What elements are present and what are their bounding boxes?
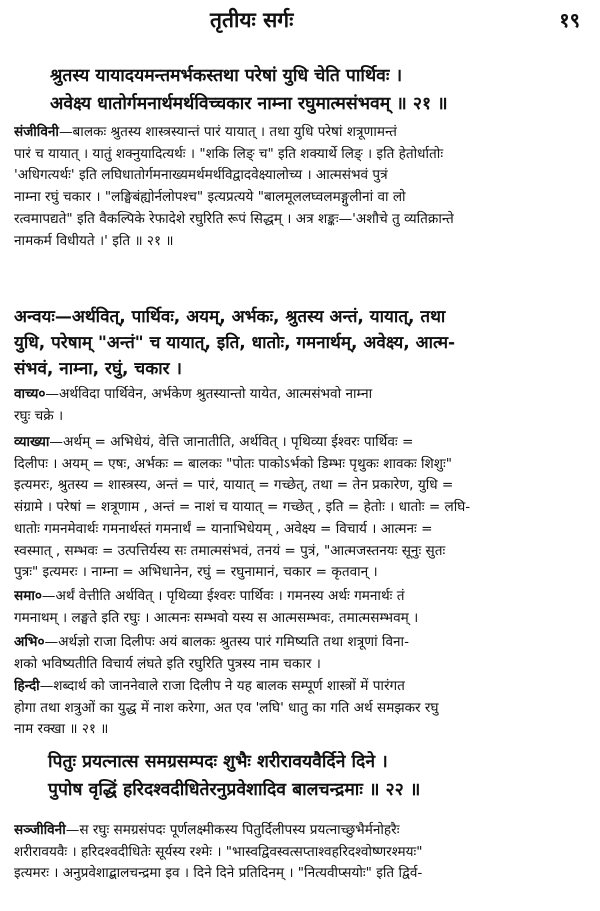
- samasa-line: गमनाथम् । लङ्घते इति रघुः । आत्मनः सम्भवो यस्य स आत्मसम्भवः, तमात्मसम्भवम् ।: [14, 609, 419, 626]
- anvaya-text: —अर्थवित्, पार्थिवः, अयम्, अर्भकः, श्रुतस्य अन्तं, यायात्, तथा: [54, 307, 446, 327]
- vyakhya-line: दिलीपः । अयम् = एषः, अर्भकः = बालकः "पोतः पाकोऽर्भको डिम्भः पृथुकः शावकः शिशुः": [14, 455, 453, 472]
- verse-line: अवेक्ष्य धातोर्गमनार्थमर्थविच्चकार नाम्ना रघुमात्मसंभवम् ॥ २१ ॥: [50, 94, 448, 114]
- vyakhya-line: धातोः गमनमेवार्थः गमनार्थस्तं गमनार्थं = यानाभिधेयम् , अवेक्ष्य = विचार्य । आत्मनः =: [14, 520, 433, 537]
- vyakhya-line: इत्यमरः, श्रुतस्य = शास्त्रस्य, अन्तं = पारं, यायात् = गच्छेत्, तथा = तेन प्रकारेण, युधि =: [14, 477, 454, 494]
- anvaya-line: युधि, परेषाम् "अन्तं" च यायात्, इति, धातोः, गमनार्थम्, अवेक्ष्य, आत्म-: [14, 333, 456, 353]
- vyakhya-line: पुत्रः" इत्यमरः । नाम्ना = अभिधानेन, रघुं = रघुनामानं, चकार = कृतवान् ।: [14, 564, 378, 581]
- hindi-line: नाम रक्खा ॥ २१ ॥: [14, 721, 109, 738]
- hindi-line: होगा तथा शत्रुओं का युद्ध में नाश करेगा, अत एव 'लघि' धातु का गति अर्थ समझकर रघु: [14, 699, 439, 716]
- commentary-line: नामकर्म विधीयते ।' इति ॥ २१ ॥: [14, 232, 174, 249]
- sanjivini-commentary-22: [14, 820, 592, 885]
- anvaya-21: [14, 304, 594, 382]
- hindi-text: —शब्दार्थ को जाननेवाले राजा दिलीप ने यह बालक सम्पूर्ण शास्त्रों में पारंगत: [39, 678, 405, 694]
- section-label: वाच्य०: [14, 386, 46, 402]
- vachya-21: [14, 384, 592, 427]
- abhi-text: —अर्थज्ञो राजा दिलीपः अयं बालकः श्रुतस्य पारं गमिष्यति तथा शत्रूणां विना-: [44, 634, 409, 650]
- commentary-line: पारं च यायात् । यातुं शक्नुयादित्यर्थः । "शकि लिङ् च" इति शक्यार्थे लिङ् । इति हेतोर्धातोः: [14, 145, 444, 162]
- vyakhya-line: संग्रामे । परेषां = शत्रूणाम , अन्तं = नाशं च यायात् = गच्छेत् , इति = हेतोः । धातोः = लघि-: [14, 499, 471, 516]
- vachya-text: —अर्थविदा पार्थिवेन, अर्भकेण श्रुतस्यान्तो यायेत, आत्मसंभवो नाम्ना: [45, 386, 373, 402]
- section-label: हिन्दी: [14, 678, 40, 694]
- commentary-line: शरीरावयवैः । हरिदश्वदीधितेः सूर्यस्य रश्मेः । "भास्वद्विवस्वत्सप्ताश्वहरिदश्वोष्णरश्मयः": [14, 843, 423, 860]
- commentary-line: रत्वमापद्यते" इति वैकल्पिके रेफादेशे रघुरिति रूपं सिद्धम् । अत्र शङ्कः—'अशौचे तु व्यतिक्रान्ते: [14, 210, 454, 227]
- page-header: [0, 6, 600, 36]
- section-label: अभि०: [14, 634, 45, 650]
- commentary-line: नाम्ना रघुं चकार । "लङ्घिबंह्योर्नलोपश्च" इत्यप्रत्यये "बालमूललघ्वलमङ्गुलीनां वा लो: [14, 189, 406, 206]
- anvaya-line: संभवं, नाम्ना, रघुं, चकार ।: [14, 359, 182, 379]
- verse-22: [0, 748, 600, 804]
- samasa-text: —अर्थं वेत्तीति अर्थवित् । पृथिव्या ईश्वरः पार्थिवः । गमनस्य अर्थः गमनार्थः तं: [41, 588, 405, 604]
- section-label: संजीविनी: [14, 124, 59, 140]
- section-label: समा०: [14, 588, 42, 604]
- commentary-line: इत्यमरः । अनुप्रवेशाद्बालचन्द्रमा इव । दिने दिने प्रतिदिनम् । "नित्यवीप्सयोः" इति द्विर्व-: [14, 865, 423, 882]
- verse-line: पितुः प्रयत्नात्स समग्रसम्पदः शुभैः शरीरावयवैर्दिने दिने ।: [48, 752, 388, 772]
- section-label: अन्वयः: [14, 307, 55, 327]
- samasa-21: [14, 586, 592, 629]
- sanjivini-commentary-21: [14, 122, 592, 252]
- hindi-21: [14, 676, 592, 741]
- commentary-line: 'अधिगत्यर्थः' इति लघिधातोर्गमनाख्यमर्थमर्थविद्वादवेक्ष्यालोच्य । आत्मसंभवं पुत्रं: [14, 167, 388, 184]
- verse-line: पुपोष वृद्धिं हरिदश्वदीधितेरनुप्रवेशादिव बालचन्द्रमाः ॥ २२ ॥: [48, 780, 421, 800]
- verse-21: [0, 62, 600, 118]
- vachya-line: रघुः चक्रे ।: [14, 407, 64, 424]
- commentary-text: —बालकः श्रुतस्य शास्त्रस्यान्तं पारं यायात् । तथा युधि परेषां शत्रूणामन्तं: [58, 124, 397, 140]
- section-label: व्याख्या: [14, 434, 50, 450]
- section-label: सञ्जीविनी: [14, 822, 66, 838]
- verse-line: श्रुतस्य यायादयमन्तमर्भकस्तथा परेषां युधि चेति पार्थिवः ।: [50, 66, 403, 86]
- vyakhya-text: —अर्थम् = अभिधेयं, वेत्ति जानातीति, अर्थवित् । पृथिव्या ईश्वरः पार्थिवः =: [49, 434, 414, 450]
- abhi-21: [14, 632, 592, 675]
- chapter-title: तृतीयः सर्गः: [210, 8, 294, 32]
- vyakhya-21: [14, 432, 592, 584]
- commentary-text: —स रघुः समग्रसंपदः पूर्णलक्ष्मीकस्य पितुर्दिलीपस्य प्रयत्नाच्छुभैर्मनोहरैः: [65, 822, 400, 838]
- vyakhya-line: स्वस्मात् , सम्भवः = उत्पत्तिर्यस्य सः तमात्मसंभवं, तनयं = पुत्रं, "आत्मजस्तनयः सूनुः सुतः: [14, 542, 446, 559]
- page-number: १९: [559, 8, 580, 32]
- abhi-line: शको भविष्यतीति विचार्य लंघते इति रघुरिति पुत्रस्य नाम चकार ।: [14, 655, 321, 672]
